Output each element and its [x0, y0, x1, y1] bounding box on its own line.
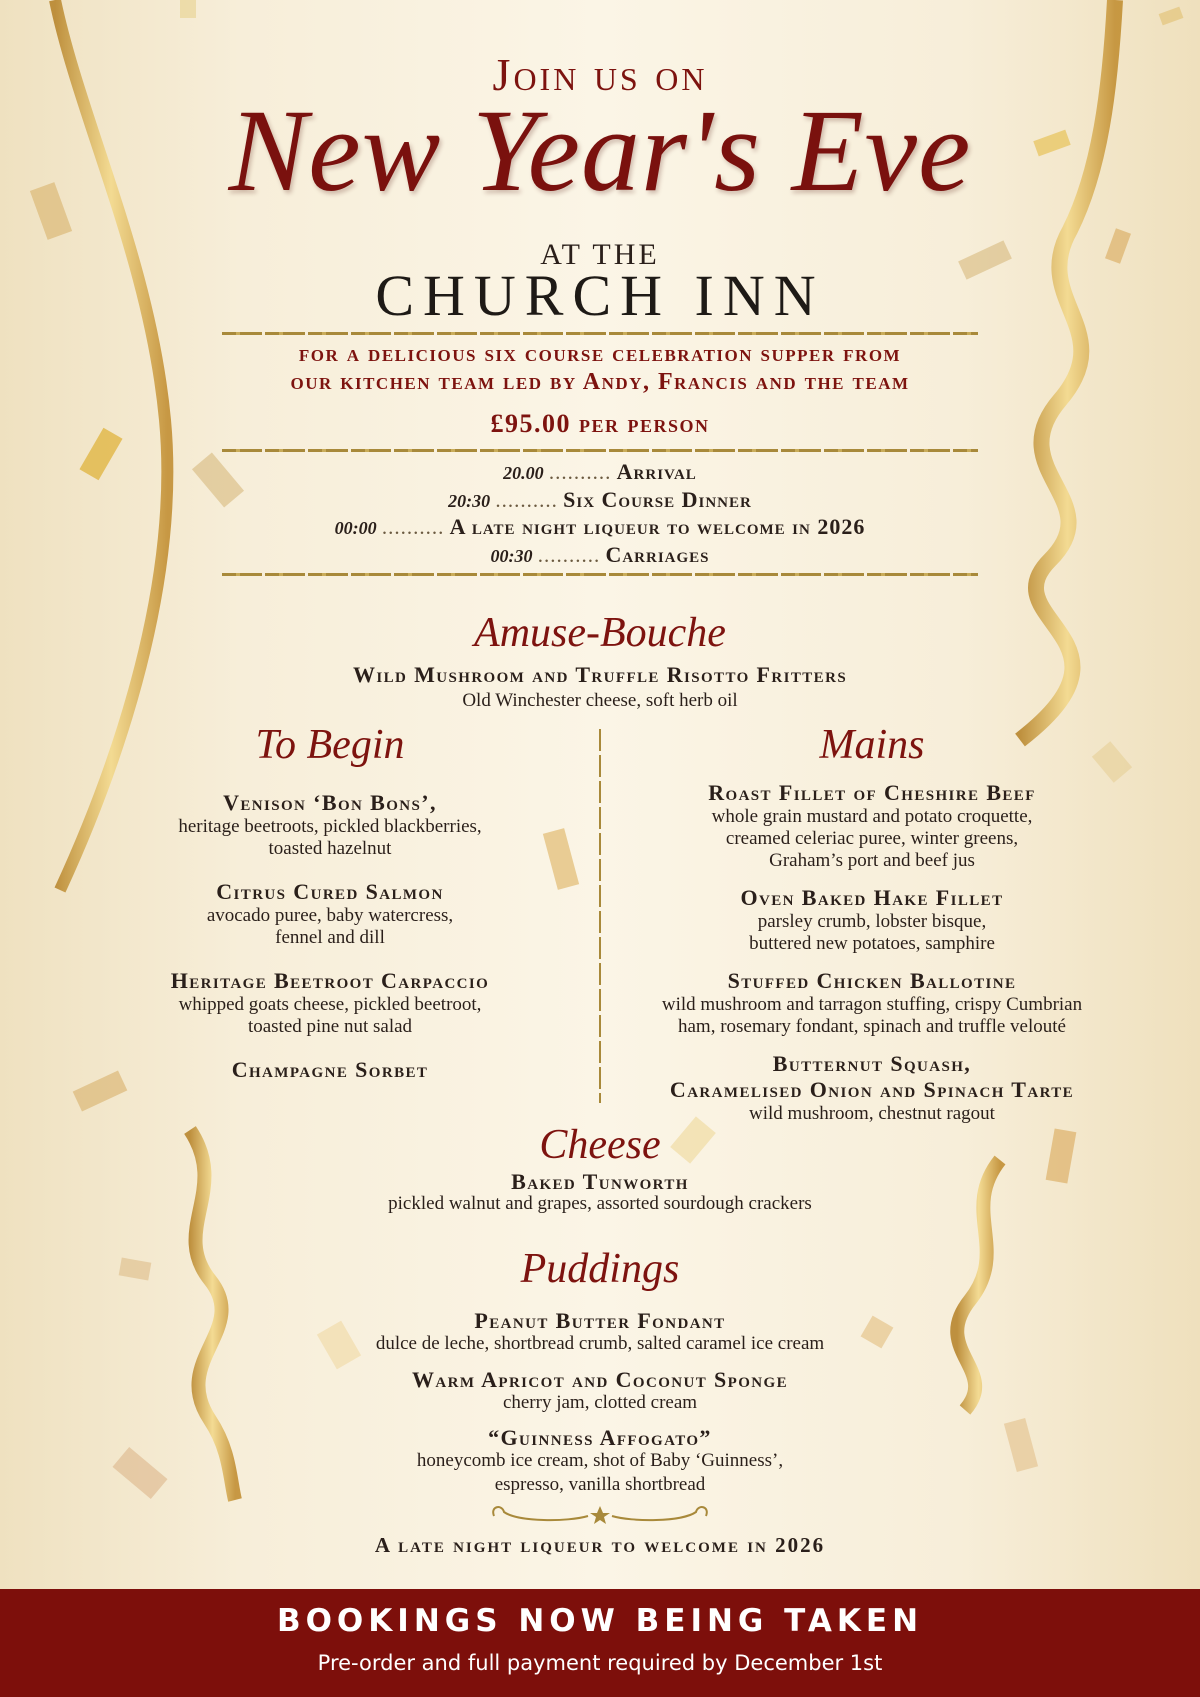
gold-divider: [222, 449, 978, 452]
gold-divider: [222, 573, 978, 576]
menu-item-desc: creamed celeriac puree, winter greens,: [725, 828, 1019, 849]
at-the-label: AT THE: [540, 238, 660, 271]
cheese-desc: pickled walnut and grapes, assorted sourdough crackers: [388, 1193, 812, 1214]
menu-item-desc: honeycomb ice cream, shot of Baby ‘Guinness’,: [416, 1450, 784, 1471]
evening-timeline: [0, 459, 1200, 569]
mains-column: [622, 724, 1122, 1125]
booking-banner: [0, 1589, 1200, 1697]
amuse-dish: Wild Mushroom and Truffle Risotto Fritters: [352, 662, 848, 687]
menu-item-desc: toasted pine nut salad: [247, 1016, 413, 1037]
timeline-row: 00:00 .......... A late night liqueur to welcome in 2026: [334, 514, 866, 539]
menu-item-name: Stuffed Chicken Ballotine: [727, 968, 1017, 993]
menu-item-name: Heritage Beetroot Carpaccio: [170, 968, 490, 993]
menu-item-desc: espresso, vanilla shortbread: [494, 1474, 706, 1495]
menu-item-desc: heritage beetroots, pickled blackberries,: [178, 816, 482, 837]
mains-heading: Mains: [819, 722, 925, 768]
menu-item-name: Warm Apricot and Coconut Sponge: [411, 1367, 789, 1392]
cheese-dish: Baked Tunworth: [511, 1169, 689, 1194]
intro-line-1: for a delicious six course celebration supper from: [298, 341, 902, 367]
column-divider: [599, 729, 601, 1103]
menu-item-name: Peanut Butter Fondant: [474, 1308, 726, 1333]
menu-item-desc: ham, rosemary fondant, spinach and truffle velouté: [678, 1016, 1066, 1037]
menu-item-name: Roast Fillet of Cheshire Beef: [708, 780, 1036, 805]
amuse-desc: Old Winchester cheese, soft herb oil: [462, 690, 738, 711]
to-begin-heading: To Begin: [255, 722, 405, 768]
menu-item-desc: avocado puree, baby watercress,: [206, 905, 454, 926]
timeline-row: 00:30 .......... Carriages: [490, 541, 710, 567]
intro-line-2: our kitchen team led by Andy, Francis and the team: [290, 369, 910, 395]
menu-item-desc: buttered new potatoes, samphire: [749, 933, 995, 954]
menu-item-desc: fennel and dill: [275, 927, 385, 948]
menu-item-desc: wild mushroom and tarragon stuffing, crispy Cumbrian: [661, 994, 1083, 1015]
cheese-heading: Cheese: [539, 1122, 661, 1168]
closing-note: A late night liqueur to welcome in 2026: [374, 1533, 826, 1557]
menu-item-desc: wild mushroom, chestnut ragout: [749, 1103, 995, 1124]
to-begin-column: [130, 724, 530, 1083]
venue-name: CHURCH INN: [375, 263, 825, 328]
amuse-bouche-heading: Amuse-Bouche: [474, 610, 726, 656]
menu-item-desc: whipped goats cheese, pickled beetroot,: [178, 994, 482, 1015]
timeline-row: 20.00 .......... Arrival: [503, 459, 697, 484]
menu-item-name: Citrus Cured Salmon: [216, 879, 444, 904]
menu-item-name: “Guinness Affogato”: [488, 1425, 712, 1450]
menu-item-desc: Graham’s port and beef jus: [769, 850, 975, 871]
menu-item-name: Venison ‘Bon Bons’,: [223, 790, 437, 815]
flourish-ornament: [488, 1500, 712, 1530]
price-per-person: £95.00 per person: [490, 409, 710, 438]
puddings-heading: Puddings: [520, 1246, 680, 1292]
menu-item-desc: dulce de leche, shortbread crumb, salted caramel ice cream: [375, 1333, 825, 1354]
menu-item-desc: cherry jam, clotted cream: [502, 1392, 698, 1413]
menu-item-desc: whole grain mustard and potato croquette,: [711, 806, 1033, 827]
menu-item-name: Butternut Squash,: [772, 1051, 972, 1076]
menu-item-desc: toasted hazelnut: [268, 838, 392, 859]
booking-subline: Pre-order and full payment required by December 1st: [317, 1651, 883, 1675]
gold-divider: [222, 332, 978, 335]
booking-headline: BOOKINGS NOW BEING TAKEN: [276, 1603, 924, 1639]
intro-text: [0, 340, 1200, 396]
menu-item-name: Champagne Sorbet: [231, 1057, 429, 1082]
join-us-heading: Join us on: [492, 49, 708, 100]
timeline-row: 20:30 .......... Six Course Dinner: [448, 486, 752, 512]
menu-item-name: Caramelised Onion and Spinach Tarte: [669, 1077, 1075, 1102]
menu-item-name: Oven Baked Hake Fillet: [740, 885, 1004, 910]
event-title: New Year's Eve: [228, 85, 972, 216]
menu-item-desc: parsley crumb, lobster bisque,: [757, 911, 987, 932]
